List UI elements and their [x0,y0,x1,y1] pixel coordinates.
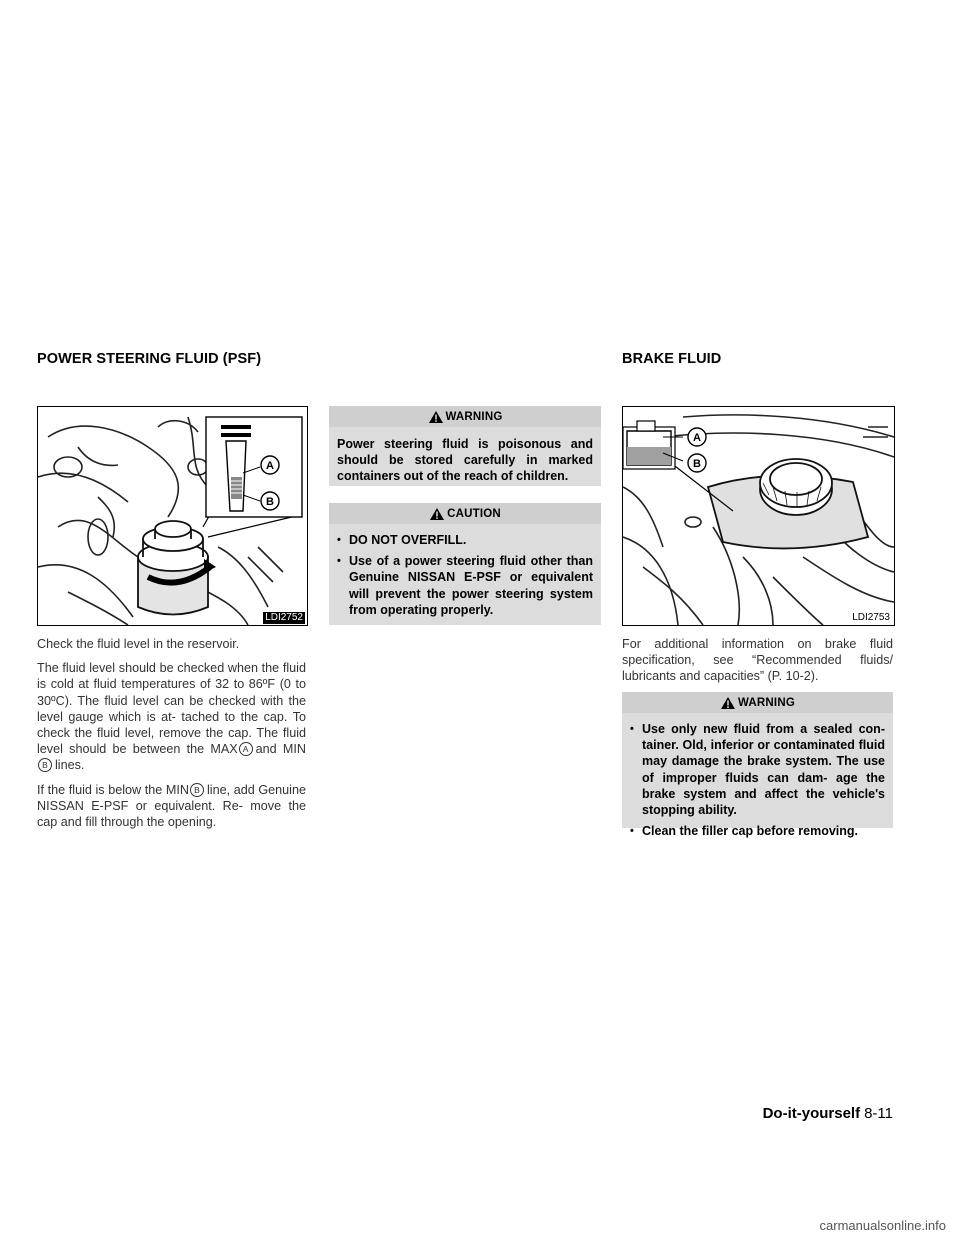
footer-page-number: 8-11 [864,1105,893,1122]
brake-warning-label: WARNING [738,696,795,709]
psf-paragraph-2-end: lines. [55,758,85,773]
psf-warning-box [329,406,601,486]
footer-section: Do-it-yourself [762,1105,861,1122]
heading-power-steering-fluid: POWER STEERING FLUID (PSF) [37,351,262,367]
psf-warning-text: Power steering fluid is poisonous and should be stored carefully in marked containers out of the reach of children. [337,437,593,484]
psf-warning-label: WARNING [445,410,503,423]
psf-paragraph-1: Check the fluid level in the reservoir. [37,637,240,651]
figure-left-callout-a: A [266,460,274,472]
figure-right-callout-b: B [693,458,701,470]
psf-paragraph-2 [37,660,306,773]
callout-a-icon: A [239,742,253,756]
brake-warning-body [622,713,893,852]
psf-paragraph-3-text: If the fluid is below the MIN [37,782,189,797]
figure-left-code: LDI2752 [265,612,303,623]
figure-psf-reservoir [37,406,308,626]
brake-paragraph-1: For additional information on brake fluid specification, see “Recommended fluids/ lubricants and capacities” (P. 10-2). [622,637,893,684]
list-item: • DO NOT OVERFILL. [337,532,593,548]
brake-body-text [622,636,893,693]
list-item: • Use of a power steering fluid other than Genuine NISSAN E-PSF or equivalent will prevent the power steering system from operating properly. [337,553,593,618]
brake-warning-box [622,692,893,839]
figure-brake-reservoir [622,406,895,626]
list-item: • Clean the filler cap before removing. [630,823,885,839]
list-item: • Use only new fluid from a sealed con- tainer. Old, inferior or contaminated fluid may damage the brake system. The use of improper fluids can dam- age the brake system and affect the vehicle's stopping ability. [630,721,885,818]
psf-warning-header [329,406,601,427]
brake-engine-illustration [623,407,894,625]
psf-caution-label: CAUTION [447,507,501,520]
psf-paragraph-2-mid: and MIN [255,742,306,757]
callout-b-icon: B [190,783,204,797]
warning-triangle-icon [428,410,444,424]
figure-left-callout-b: B [266,496,274,508]
heading-brake-fluid: BRAKE FLUID [622,351,722,367]
brake-warning-header [622,692,893,713]
psf-body-text [37,636,306,838]
brake-warning-list [630,721,885,839]
psf-paragraph-2-text: The fluid level should be checked when the fluid is cold at fluid temperatures of 32 to 86ºF (0 to 30ºC). The fluid level can be checked with the level gauge which is at- tached to the cap. To check the fluid level, remove the cap. The fluid level should be between the MAX [37,661,306,757]
psf-caution-header [329,503,601,524]
callout-b-icon: B [38,758,52,772]
psf-caution-box [329,503,601,625]
psf-engine-illustration [38,407,307,625]
psf-paragraph-3 [37,782,306,831]
caution-triangle-icon [429,507,445,521]
figure-right-callout-a: A [693,432,701,444]
psf-paragraph-3-end: line, add Genuine NISSAN E-PSF or equivalent. Re- move the cap and fill through the opening. [37,782,306,830]
figure-right-code: LDI2753 [852,612,890,623]
psf-caution-body [329,524,601,631]
warning-triangle-icon [720,696,736,710]
psf-caution-list [337,532,593,618]
page-footer [763,1105,893,1123]
watermark: carmanualsonline.info [819,1218,946,1233]
